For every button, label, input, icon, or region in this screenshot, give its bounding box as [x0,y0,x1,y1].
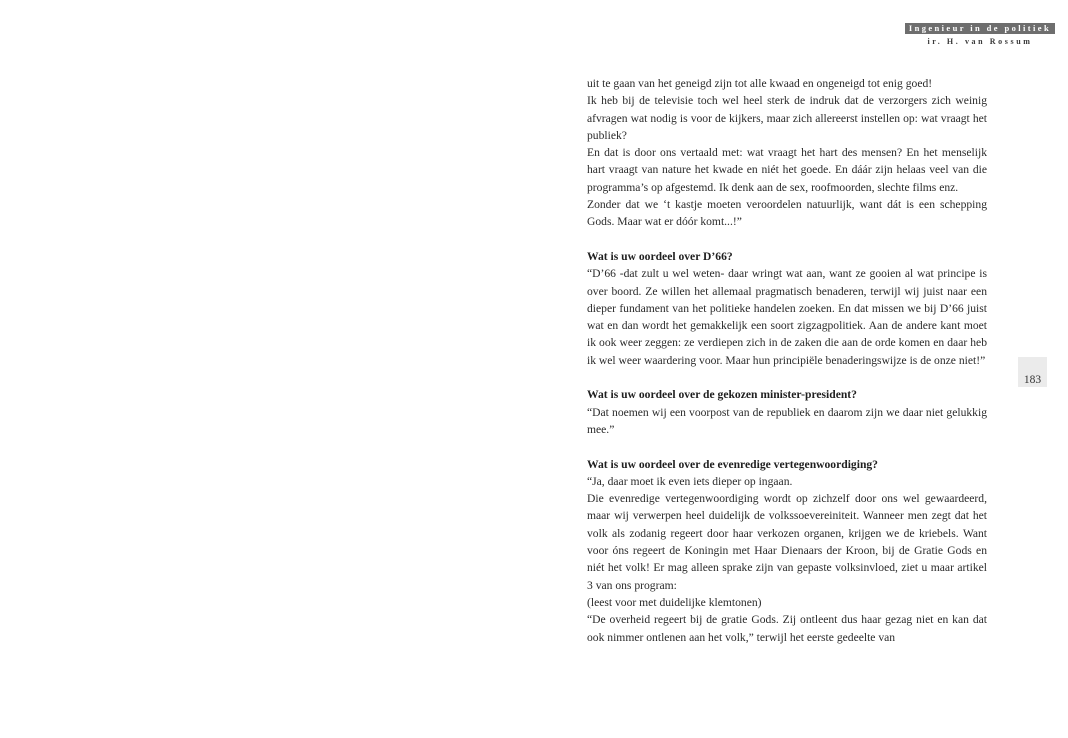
paragraph: (leest voor met duidelijke klemtonen) [587,595,762,609]
section-gap [587,369,987,386]
page-number: 183 [1018,357,1047,387]
paragraph: Die evenredige vertegenwoordiging wordt op zichzelf door ons wel gewaardeerd, maar wij verwerpen heel duidelijk de volkssoevereiniteit. Wanneer men zegt dat het volk als zodanig regeert door haar verkozen organen, krijgen we de kriebels. Want voor óns regeert de Koningin met Haar Dienaars der Kroon, bij de Gratie Gods en niét het volk! Er mag alleen sprake zijn van gepaste volksinvloed, ziet u maar artikel 3 van ons program: [587,492,987,592]
section-gap [587,438,987,455]
header-title: Ingenieur in de politiek [905,23,1055,34]
paragraph: Ik heb bij de televisie toch wel heel sterk de indruk dat de verzorgers zich weinig afvragen wat nodig is voor de kijkers, maar zich allereerst instellen op: wat vraagt het publiek? [587,94,987,142]
text-section [587,75,987,231]
paragraph: “De overheid regeert bij de gratie Gods. Zij ontleent dus haar gezag niet en kan dat ook nimmer ontlenen aan het volk,” terwijl het eerste gedeelte van [587,613,987,644]
paragraph: “Ja, daar moet ik even iets dieper op ingaan. [587,474,793,488]
running-header [905,23,1055,48]
paragraph: En dat is door ons vertaald met: wat vraagt het hart des mensen? En het menselijk hart vraagt van nature het kwade en niét het goede. En dáár zijn helaas veel van die programma’s op afgestemd. Ik denk aan de sex, roofmoorden, slechte films enz. [587,146,987,194]
interview-question: Wat is uw oordeel over de evenredige vertegenwoordiging? [587,457,878,471]
header-author: ir. H. van Rossum [927,37,1033,46]
paragraph: Zonder dat we ‘t kastje moeten veroordelen natuurlijk, want dát is een schepping Gods. Maar wat er dóór komt...!” [587,198,987,229]
paragraph: “D’66 -dat zult u wel weten- daar wringt wat aan, want ze gooien al wat principe is over boord. Ze willen het allemaal pragmatisch benaderen, terwijl wij juist naar een dieper fundament van het politieke handelen zoeken. En dat missen we bij D’66 juist wat en dan wordt het gemakkelijk een soort zigzagpolitiek. Aan de andere kant moet ik ook weer zeggen: ze verdiepen zich in de zaken die aan de orde komen en daar heb ik wel weer waardering voor. Maar hun principiële benaderingswijze is de onze niet!” [587,267,987,367]
section-gap [587,231,987,248]
text-section [587,386,987,438]
text-section [587,456,987,646]
body-text [587,75,987,646]
paragraph: uit te gaan van het geneigd zijn tot alle kwaad en ongeneigd tot enig goed! [587,77,933,90]
interview-question: Wat is uw oordeel over de gekozen minister-president? [587,388,857,402]
paragraph: “Dat noemen wij een voorpost van de republiek en daarom zijn we daar niet gelukkig mee.” [587,405,987,436]
text-section [587,248,987,369]
interview-question: Wat is uw oordeel over D’66? [587,249,733,263]
